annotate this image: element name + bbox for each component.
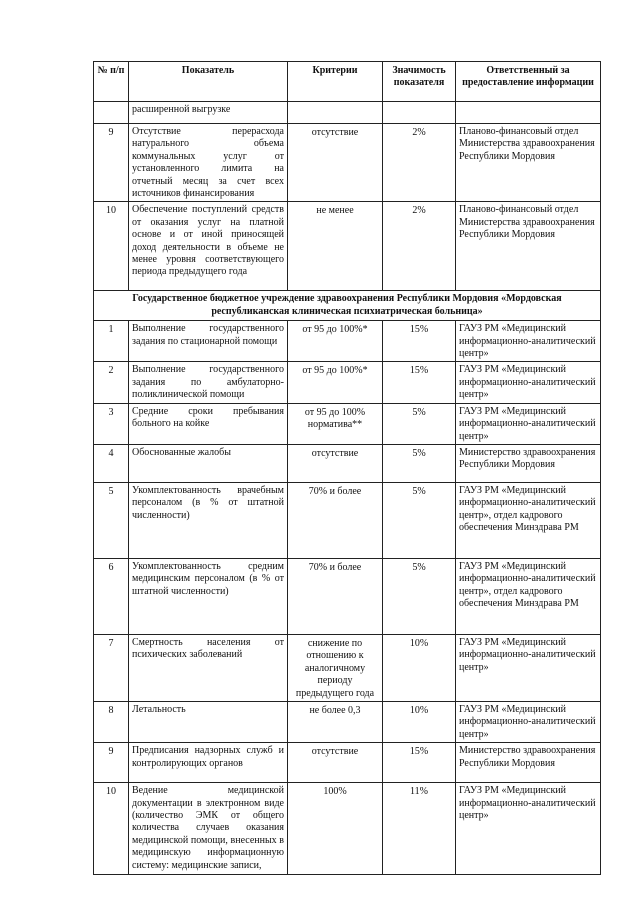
row-responsible: Министерство здравоохранения Республики Мордовия — [456, 743, 601, 783]
row-indicator: Выполнение государственного задания по амбулаторно-поликлинической помощи — [129, 362, 288, 403]
row-num: 5 — [94, 482, 129, 558]
table-row — [94, 202, 601, 291]
row-significance: 5% — [383, 482, 456, 558]
row-significance: 15% — [383, 362, 456, 403]
row-indicator: Обоснованные жалобы — [129, 444, 288, 482]
row-indicator: Предписания надзорных служб и контролирующих органов — [129, 743, 288, 783]
table-header-row — [94, 62, 601, 102]
row-num: 10 — [94, 202, 129, 291]
row-responsible: Министерство здравоохранения Республики Мордовия — [456, 444, 601, 482]
row-criteria: отсутствие — [288, 743, 383, 783]
continuation-cell: расширенной выгрузке — [129, 102, 288, 124]
row-significance: 5% — [383, 444, 456, 482]
row-num: 10 — [94, 783, 129, 875]
row-num: 9 — [94, 743, 129, 783]
row-indicator: Укомплектованность врачебным персоналом (в % от штатной численности) — [129, 482, 288, 558]
row-significance: 2% — [383, 124, 456, 202]
table-row — [94, 701, 601, 742]
table-row — [94, 403, 601, 444]
row-criteria: отсутствие — [288, 124, 383, 202]
row-criteria: снижение по отношению к аналогичному периоду предыдущего года — [288, 634, 383, 701]
row-num: 1 — [94, 321, 129, 362]
row-significance: 5% — [383, 403, 456, 444]
document-page — [93, 61, 600, 875]
row-criteria: от 95 до 100% норматива** — [288, 403, 383, 444]
row-criteria: не более 0,3 — [288, 701, 383, 742]
row-criteria: отсутствие — [288, 444, 383, 482]
row-responsible: ГАУЗ РМ «Медицинский информационно-аналитический центр» — [456, 403, 601, 444]
table-row — [94, 482, 601, 558]
row-num: 6 — [94, 558, 129, 634]
row-criteria: 70% и более — [288, 558, 383, 634]
row-criteria: от 95 до 100%* — [288, 362, 383, 403]
table-row — [94, 743, 601, 783]
row-indicator: Средние сроки пребывания больного на койке — [129, 403, 288, 444]
row-significance: 15% — [383, 321, 456, 362]
row-num: 4 — [94, 444, 129, 482]
row-significance: 15% — [383, 743, 456, 783]
row-indicator: Отсутствие перерасхода натурального объема коммунальных услуг от установленного лимита на отчетный месяц за счет всех источников финансирования — [129, 124, 288, 202]
row-responsible: Планово-финансовый отдел Министерства здравоохранения Республики Мордовия — [456, 202, 601, 291]
section-row — [94, 291, 601, 321]
row-num: 9 — [94, 124, 129, 202]
header-num: № п/п — [94, 62, 129, 102]
row-responsible: ГАУЗ РМ «Медицинский информационно-аналитический центр» — [456, 321, 601, 362]
row-indicator: Укомплектованность средним медицинским персоналом (в % от штатной численности) — [129, 558, 288, 634]
table-row — [94, 102, 601, 124]
row-indicator: Выполнение государственного задания по стационарной помощи — [129, 321, 288, 362]
row-indicator: Летальность — [129, 701, 288, 742]
header-criteria: Критерии — [288, 62, 383, 102]
row-significance: 2% — [383, 202, 456, 291]
row-indicator: Ведение медицинской документации в электронном виде (количество ЭМК от общего количества случаев оказания медицинской помощи, внесенных в медицинскую информационную систему: медицинские записи, — [129, 783, 288, 875]
row-num: 7 — [94, 634, 129, 701]
row-criteria: не менее — [288, 202, 383, 291]
table-row — [94, 558, 601, 634]
row-responsible: ГАУЗ РМ «Медицинский информационно-аналитический центр» — [456, 701, 601, 742]
section-title: Государственное бюджетное учреждение здравоохранения Республики Мордовия «Мордовская республиканская клиническая психиатрическая больница» — [94, 291, 601, 321]
row-responsible: ГАУЗ РМ «Медицинский информационно-аналитический центр» — [456, 362, 601, 403]
row-significance: 10% — [383, 701, 456, 742]
row-num: 8 — [94, 701, 129, 742]
row-criteria: 100% — [288, 783, 383, 875]
row-responsible: ГАУЗ РМ «Медицинский информационно-аналитический центр» — [456, 634, 601, 701]
header-responsible: Ответственный за предоставление информации — [456, 62, 601, 102]
row-criteria: от 95 до 100%* — [288, 321, 383, 362]
row-significance: 11% — [383, 783, 456, 875]
row-responsible: ГАУЗ РМ «Медицинский информационно-аналитический центр» — [456, 783, 601, 875]
table-row — [94, 783, 601, 875]
header-indicator: Показатель — [129, 62, 288, 102]
row-criteria: 70% и более — [288, 482, 383, 558]
row-num: 3 — [94, 403, 129, 444]
row-responsible: ГАУЗ РМ «Медицинский информационно-аналитический центр», отдел кадрового обеспечения Минздрава РМ — [456, 482, 601, 558]
row-responsible: ГАУЗ РМ «Медицинский информационно-аналитический центр», отдел кадрового обеспечения Минздрава РМ — [456, 558, 601, 634]
row-responsible: Планово-финансовый отдел Министерства здравоохранения Республики Мордовия — [456, 124, 601, 202]
table-row — [94, 124, 601, 202]
header-significance: Значимость показателя — [383, 62, 456, 102]
row-indicator: Обеспечение поступлений средств от оказания услуг на платной основе и от иной приносящей доход деятельности в объеме не менее уровня соответствующего периода предыдущего года — [129, 202, 288, 291]
table-row — [94, 634, 601, 701]
row-indicator: Смертность населения от психических заболеваний — [129, 634, 288, 701]
row-significance: 5% — [383, 558, 456, 634]
criteria-table — [93, 61, 601, 875]
table-row — [94, 321, 601, 362]
table-row — [94, 362, 601, 403]
row-num: 2 — [94, 362, 129, 403]
table-row — [94, 444, 601, 482]
row-significance: 10% — [383, 634, 456, 701]
